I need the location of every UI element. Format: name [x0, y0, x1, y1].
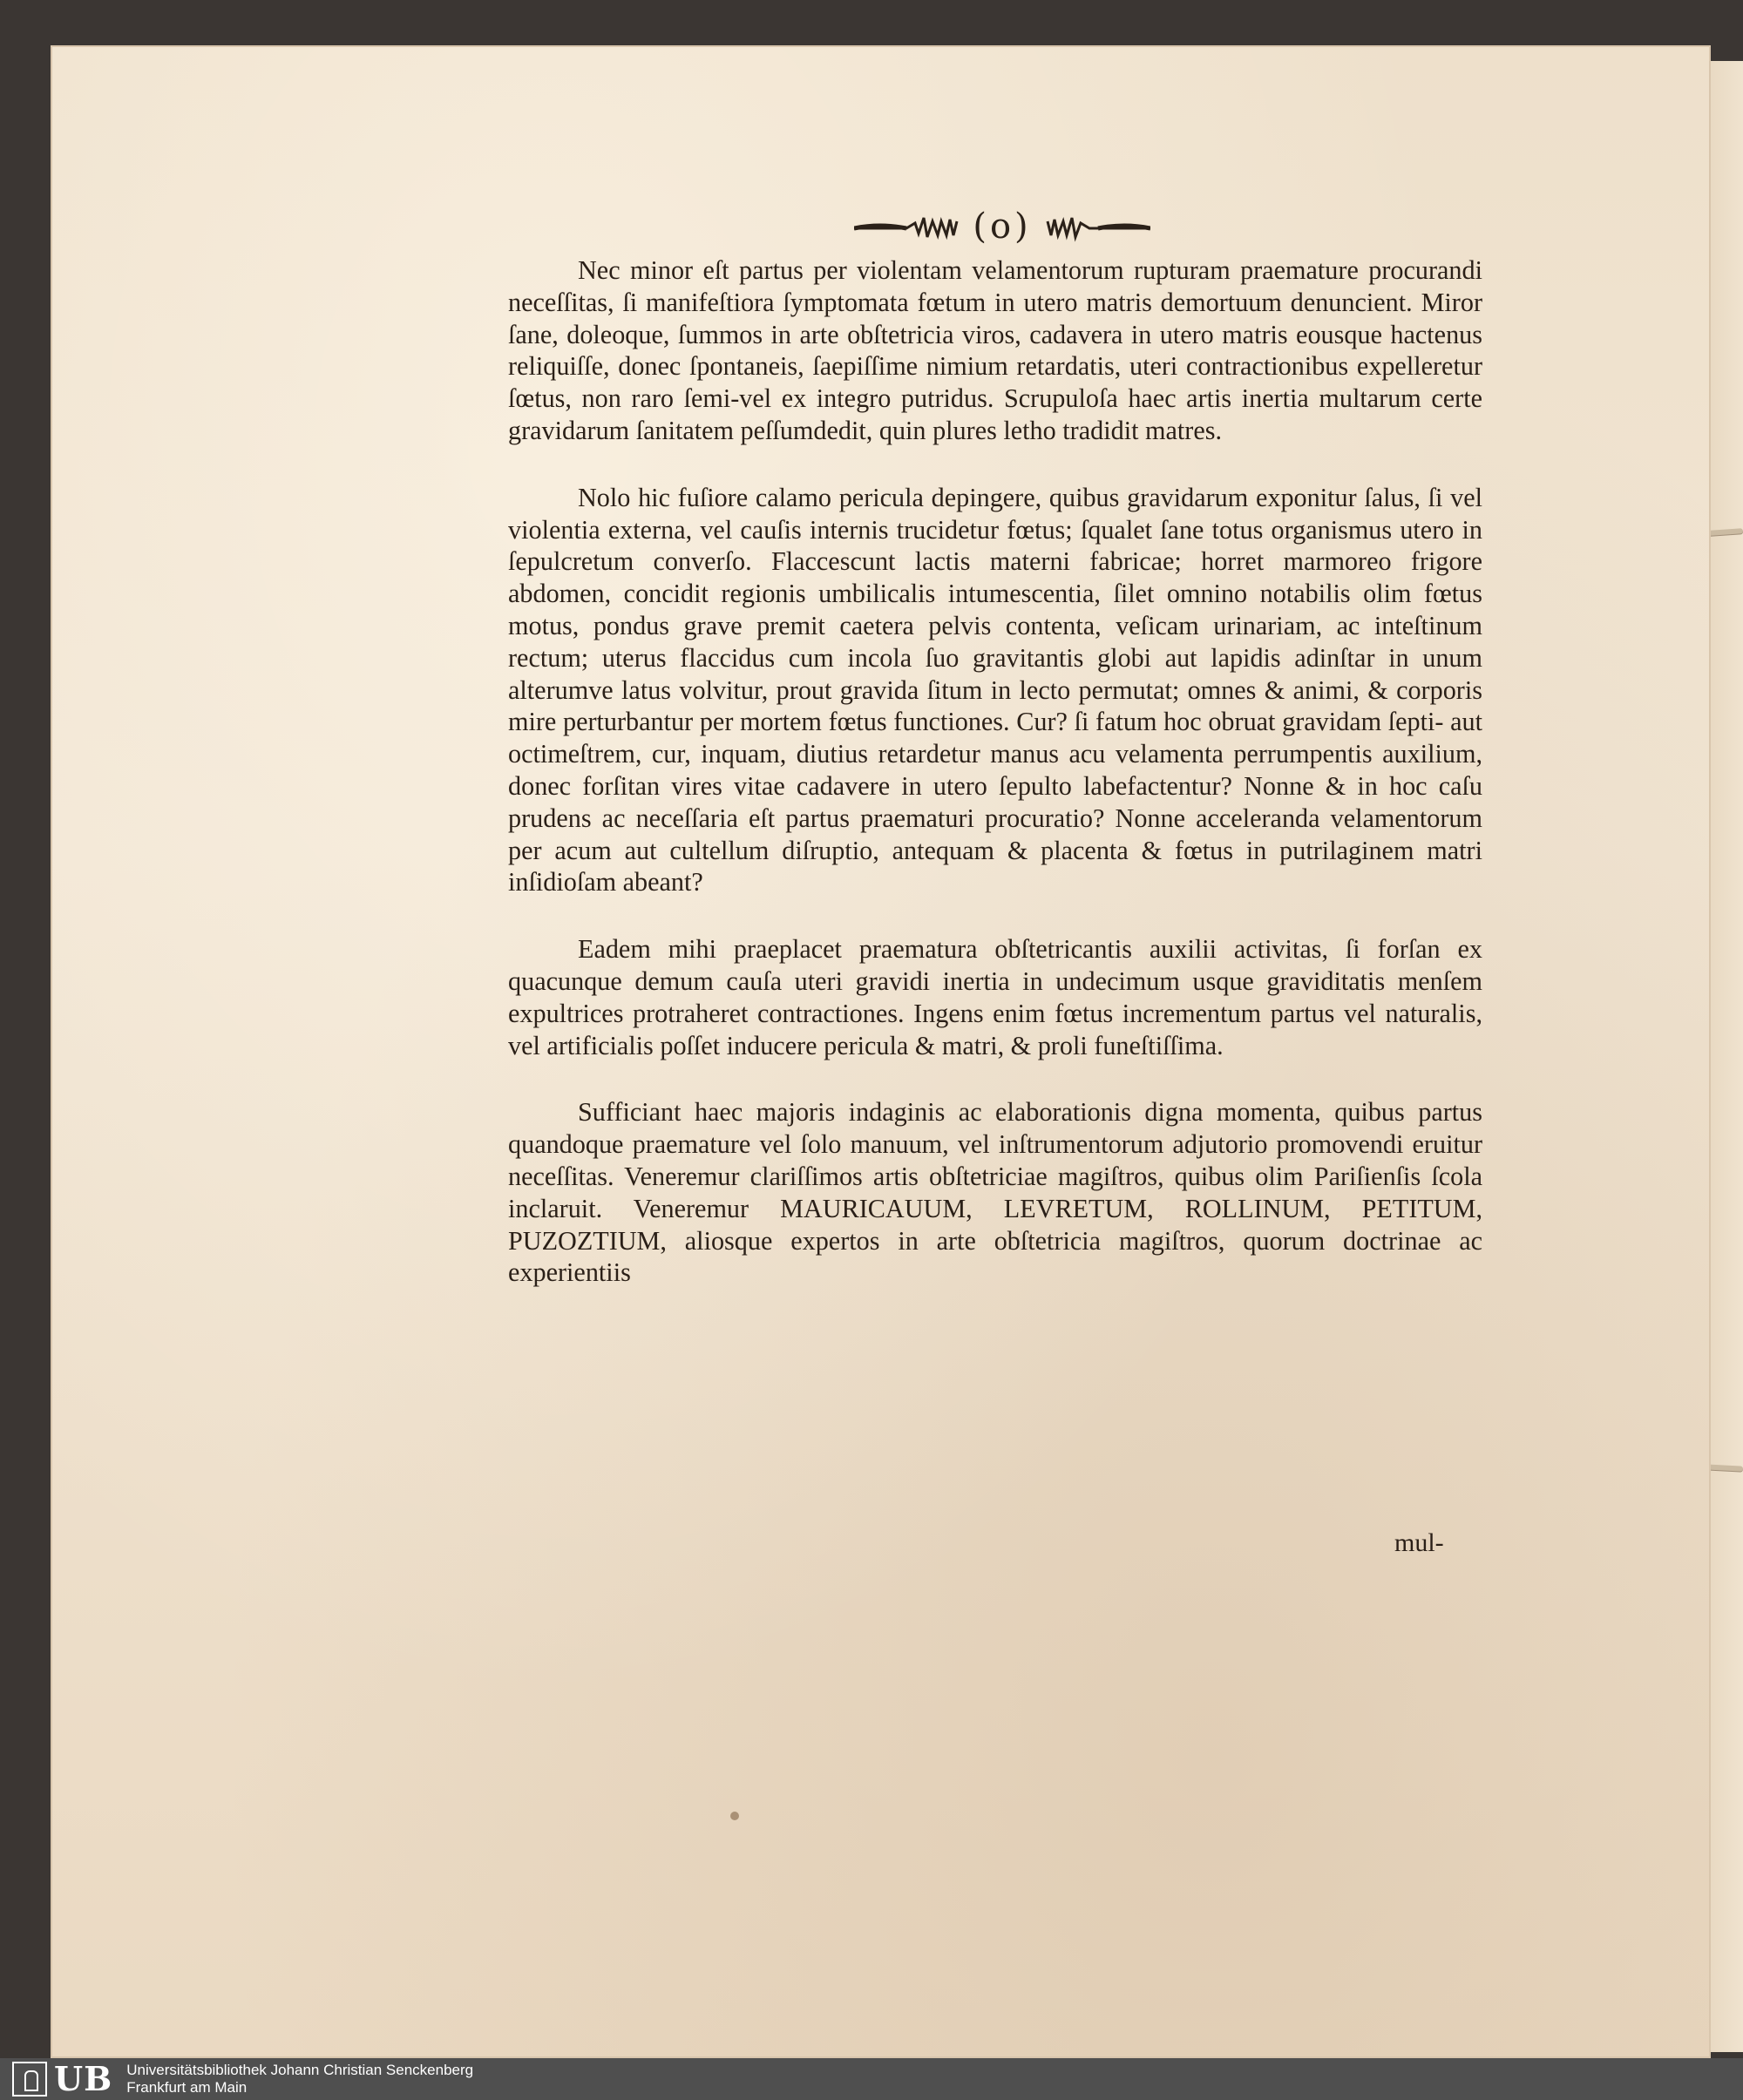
library-name: [126, 2062, 473, 2097]
page-marker: (o): [973, 207, 1032, 247]
library-logo-text: UB: [54, 2059, 113, 2098]
library-logo: [12, 2059, 113, 2098]
library-name-line-2: Frankfurt am Main: [126, 2079, 248, 2096]
library-footer-banner: [0, 2058, 1743, 2100]
printer-ornament-right: [1046, 209, 1150, 244]
library-name-line-1: Universitätsbibliothek Johann Christian Senckenberg: [126, 2062, 474, 2078]
paragraph-4: Sufficiant haec majoris indaginis ac elaborationis digna momenta, quibus partus quandoque praemature vel ſolo manuum, vel inſtrumentorum adjutorio promovendi eruitur neceſſitas. Veneremur clariſſimos artis obſtetriciae magiſtros, quibus olim Pariſienſis ſcola inclaruit. Veneremur MAURICAUUM, LEVRETUM, ROLLINUM, PETITUM, PUZOZTIUM, aliosque expertos in arte obſtetricia magiſtros, quorum doctrinae ac experientiis: [508, 1097, 1482, 1288]
paragraph-1: Nec minor eſt partus per violentam velamentorum rupturam praemature procurandi neceſſitas, ſi manifeſtiora ſymptomata fœtum in utero matris demortuum denuncient. Miror ſane, doleoque, ſummos in arte obſtetricia viros, cadavera in utero matris eousque hactenus reliquiſſe, donec ſpontaneis, ſaepiſſime nimium retardatis, uteri contractionibus expelleretur ſœtus, non raro ſemi-vel ex integro putridus. Scrupuloſa haec artis inertia multarum certe gravidarum ſanitatem peſſumdedit, quin plures letho tradidit matres.: [508, 255, 1482, 445]
page-header: [819, 200, 1185, 253]
ink-spot: [730, 1812, 739, 1820]
body-text: [508, 254, 1482, 1289]
catchword: mul-: [1394, 1528, 1444, 1557]
library-logo-icon: [12, 2062, 47, 2097]
paragraph-3: Eadem mihi praeplacet praematura obſtetricantis auxilii activitas, ſi forſan ex quacunque demum cauſa uteri gravidi inertia in undecimum usque graviditatis menſem expultrices protraheret contractiones. Ingens enim fœtus incrementum partus vel naturalis, vel artificialis poſſet inducere pericula & matri, & proli funeſtiſſima.: [508, 934, 1482, 1060]
paragraph-2: Nolo hic fuſiore calamo pericula depingere, quibus gravidarum exponitur ſalus, ſi vel violentia externa, vel cauſis internis trucidetur fœtus; ſqualet ſane totus organismus utero in ſepulcretum converſo. Flaccescunt lactis materni fabricae; horret marmoreo frigore abdomen, concidit regionis umbilicalis intumescentia, ſilet omnino notabilis olim fœtus motus, pondus grave premit caetera pelvis contenta, veſicam urinariam, ac inteſtinum rectum; uterus flaccidus cum incola ſuo gravitantis globi aut lapidis adinſtar in unum alterumve latus volvitur, prout gravida ſitum in lecto permutat; omnes & animi, & corporis mire perturbantur per mortem fœtus functiones. Cur? ſi fatum hoc obruat gravidam ſepti- aut octimeſtrem, cur, inquam, diutius retardetur manus acu velamenta perrumpentis auxilium, donec forſitan vires vitae cadavere in utero ſepulto labefactentur? Nonne & in hoc caſu prudens ac neceſſaria eſt partus praematuri procuratio? Nonne acceleranda velamentorum per acum aut cultellum diſruptio, antequam & placenta & fœtus in putrilaginem matri inſidioſam abeant?: [508, 482, 1482, 898]
printer-ornament-left: [854, 209, 959, 244]
